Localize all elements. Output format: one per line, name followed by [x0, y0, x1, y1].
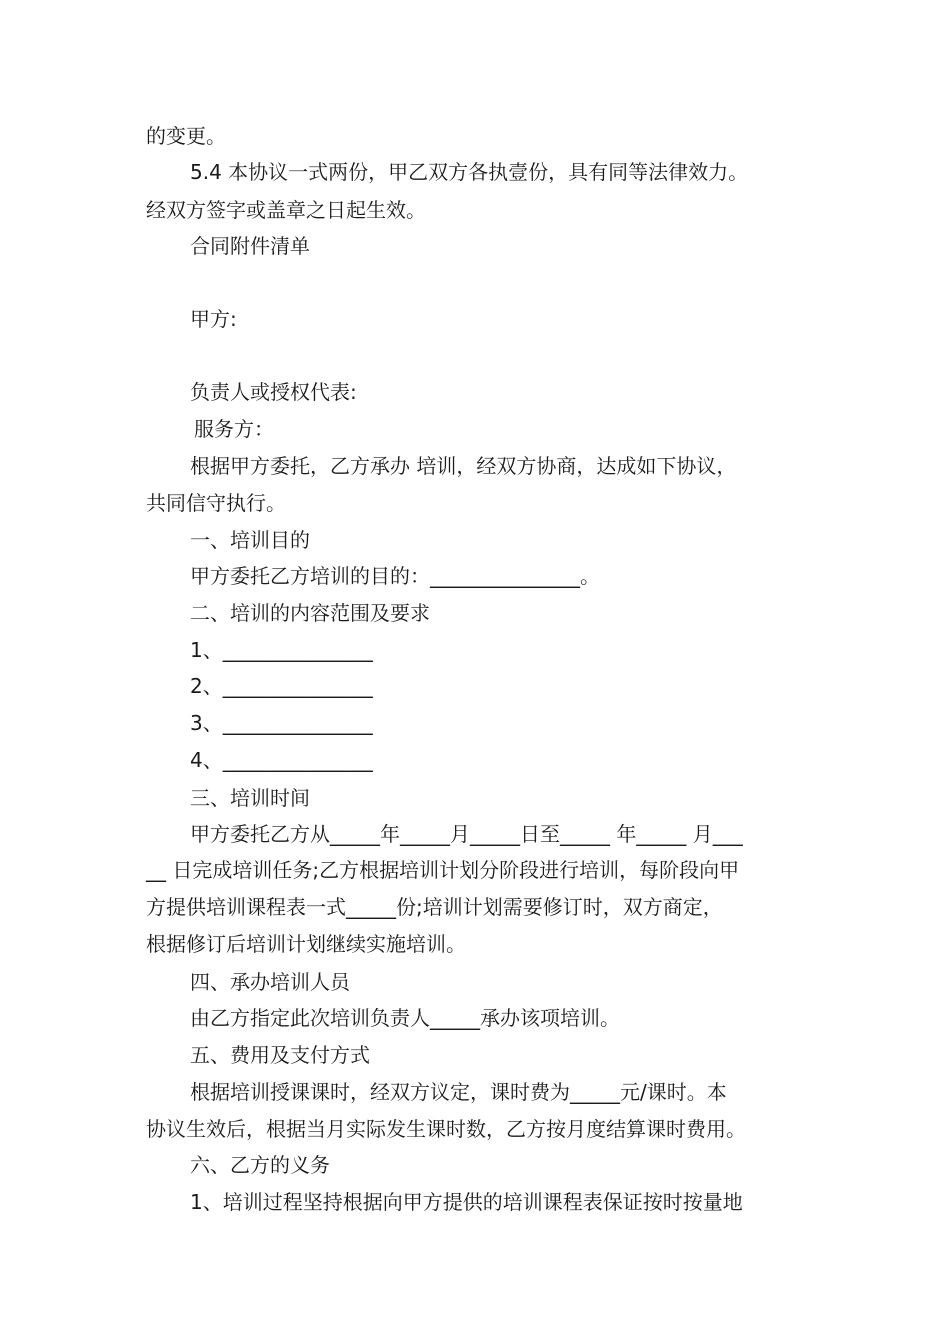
- section-heading-4: 四、承办培训人员: [190, 970, 350, 994]
- section-heading-6: 六、乙方的义务: [190, 1153, 330, 1177]
- preamble-text: 根据甲方委托，乙方承办 培训，经双方协商，达成如下协议，: [190, 454, 737, 478]
- text-line: 根据修订后培训计划继续实施培训。: [146, 932, 466, 956]
- clause-5-4: 5.4 本协议一式两份，甲乙双方各执壹份，具有同等法律效力。: [190, 160, 749, 184]
- training-purpose-text: 甲方委托乙方培训的目的：_______________。: [190, 564, 600, 588]
- section-heading-5: 五、费用及支付方式: [190, 1043, 370, 1067]
- section-heading-3: 三、培训时间: [190, 786, 310, 810]
- attachment-list-heading: 合同附件清单: [190, 234, 310, 258]
- list-item: 3、_______________: [190, 711, 373, 735]
- list-item: 4、_______________: [190, 748, 373, 772]
- representative-label: 负责人或授权代表:: [190, 380, 357, 404]
- text-line: __ 日完成培训任务;乙方根据培训计划分阶段进行培训，每阶段向甲: [146, 858, 740, 882]
- obligation-item: 1、培训过程坚持根据向甲方提供的培训课程表保证按时按量地: [190, 1190, 743, 1214]
- text-line: 经双方签字或盖章之日起生效。: [146, 198, 426, 222]
- list-item: 2、_______________: [190, 674, 373, 698]
- service-party-label: 服务方：: [194, 417, 274, 441]
- text-line: 的变更。: [146, 124, 226, 148]
- section-heading-1: 一、培训目的: [190, 528, 310, 552]
- training-time-text: 甲方委托乙方从_____年_____月_____日至_____ 年_____ 月___: [190, 822, 743, 846]
- text-line: 协议生效后，根据当月实际发生课时数，乙方按月度结算课时费用。: [146, 1117, 746, 1141]
- trainer-text: 由乙方指定此次培训负责人_____承办该项培训。: [190, 1006, 620, 1030]
- party-a-label: 甲方:: [190, 307, 237, 331]
- fee-text: 根据培训授课课时，经双方议定，课时费为_____元/课时。本: [190, 1080, 727, 1104]
- text-line: 共同信守执行。: [146, 491, 286, 515]
- list-item: 1、_______________: [190, 638, 373, 662]
- section-heading-2: 二、培训的内容范围及要求: [190, 601, 430, 625]
- text-line: 方提供培训课程表一式_____份;培训计划需要修订时，双方商定，: [146, 895, 723, 919]
